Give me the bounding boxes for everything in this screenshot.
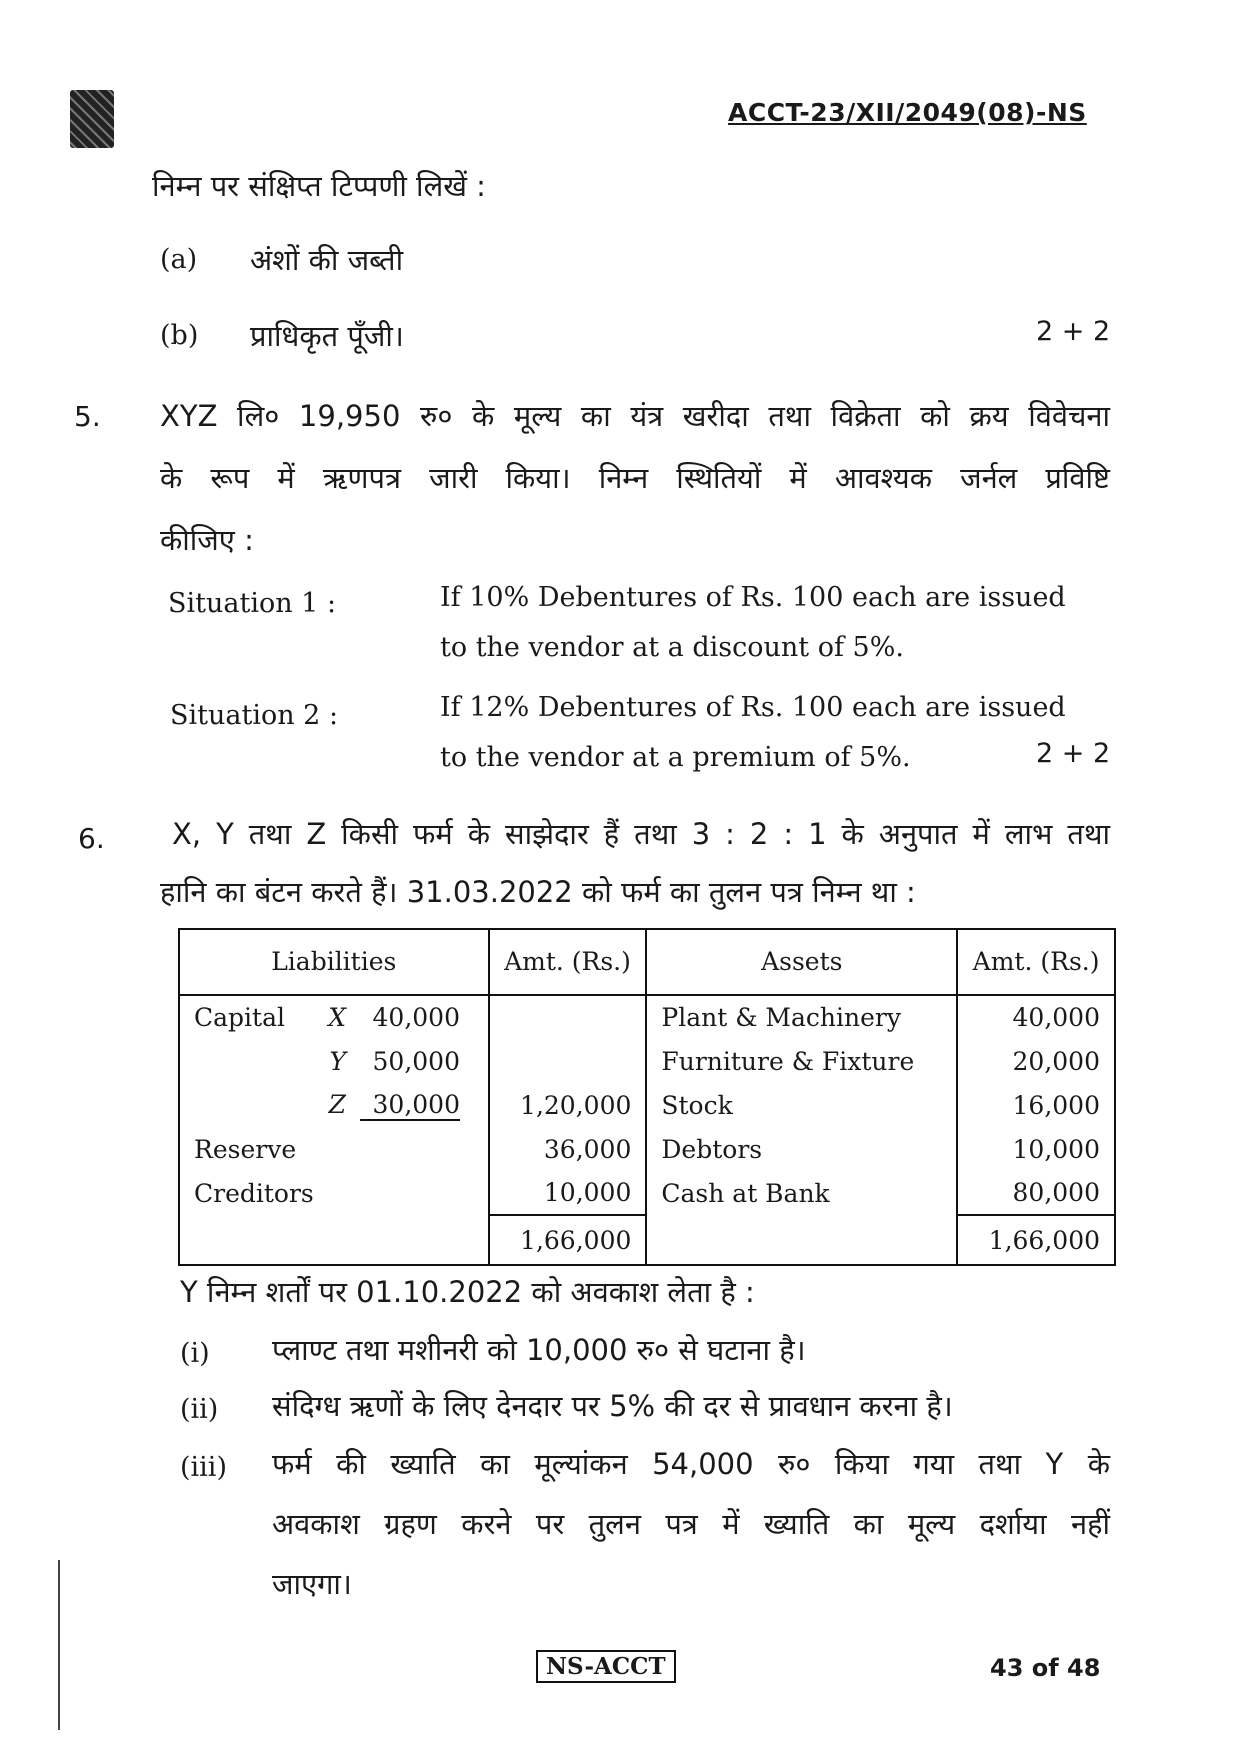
condition-iii-line3: जाएगा। bbox=[272, 1567, 352, 1601]
asset-amount: 40,000 bbox=[957, 995, 1115, 1039]
q4-item-a-label: (a) bbox=[160, 244, 198, 275]
asset-name: Cash at Bank bbox=[646, 1171, 957, 1215]
balance-sheet-table bbox=[178, 928, 1116, 1266]
liability-name: Creditors bbox=[179, 1171, 489, 1215]
q6-number: 6. bbox=[78, 822, 105, 855]
asset-amount: 16,000 bbox=[957, 1083, 1115, 1127]
partner-z-capital: 30,000 bbox=[360, 1090, 460, 1121]
q5-marks: 2 + 2 bbox=[1036, 738, 1111, 769]
table-row bbox=[179, 1127, 1115, 1171]
paper-code: ACCT-23/XII/2049(08)-NS bbox=[728, 98, 1087, 127]
series-code-box: NS-ACCT bbox=[536, 1650, 676, 1683]
table-row bbox=[179, 1039, 1115, 1083]
situation-1-label: Situation 1 : bbox=[168, 588, 337, 619]
header-amt-liabilities: Amt. (Rs.) bbox=[489, 929, 647, 995]
asset-amount: 80,000 bbox=[957, 1171, 1115, 1215]
situation-1-line1: If 10% Debentures of Rs. 100 each are issued bbox=[440, 582, 1066, 613]
liability-amount: 10,000 bbox=[489, 1171, 647, 1215]
condition-iii-line2: अवकाश ग्रहण करने पर तुलन पत्र में ख्याति का मूल्य दर्शाया नहीं bbox=[272, 1507, 1110, 1541]
asset-amount: 20,000 bbox=[957, 1039, 1115, 1083]
q4-item-b-text: प्राधिकृत पूँजी। bbox=[250, 319, 404, 353]
condition-ii-text: संदिग्ध ऋणों के लिए देनदार पर 5% की दर से प्रावधान करना है। bbox=[272, 1389, 953, 1423]
q5-number: 5. bbox=[74, 400, 101, 433]
q5-text-line1: XYZ लि० 19,950 रु० के मूल्य का यंत्र खरीदा तथा विक्रेता को क्रय विवेचना bbox=[160, 399, 1110, 433]
liability-name: Reserve bbox=[179, 1127, 489, 1171]
asset-name: Debtors bbox=[646, 1127, 957, 1171]
partner-y-capital: 50,000 bbox=[372, 1046, 460, 1076]
condition-iii-line1: फर्म की ख्याति का मूल्यांकन 54,000 रु० किया गया तथा Y के bbox=[272, 1447, 1110, 1481]
situation-2-label: Situation 2 : bbox=[170, 700, 339, 731]
page-number: 43 of 48 bbox=[990, 1654, 1101, 1682]
capital-total: 1,20,000 bbox=[489, 1083, 647, 1127]
retire-line: Y निम्न शर्तों पर 01.10.2022 को अवकाश लेता है : bbox=[180, 1275, 755, 1309]
q4-instruction: निम्न पर संक्षिप्त टिप्पणी लिखें : bbox=[152, 169, 486, 203]
header-assets: Assets bbox=[646, 929, 957, 995]
partner-y-name: Y bbox=[329, 1046, 346, 1076]
partner-x-capital: 40,000 bbox=[372, 1003, 460, 1032]
page-edge-line bbox=[58, 1560, 60, 1730]
asset-name: Stock bbox=[646, 1083, 957, 1127]
header-liabilities: Liabilities bbox=[179, 929, 489, 995]
qr-code-icon bbox=[70, 90, 114, 148]
liability-amount: 36,000 bbox=[489, 1127, 647, 1171]
capital-label: Capital bbox=[194, 1003, 285, 1032]
q4-item-b-label: (b) bbox=[160, 320, 199, 351]
table-row-total bbox=[179, 1215, 1115, 1265]
q4-marks: 2 + 2 bbox=[1036, 316, 1111, 347]
situation-1-line2: to the vendor at a discount of 5%. bbox=[440, 632, 904, 663]
q5-text-line3: कीजिए : bbox=[160, 523, 254, 557]
asset-name: Furniture & Fixture bbox=[646, 1039, 957, 1083]
partner-z-name: Z bbox=[328, 1089, 346, 1119]
partner-x-name: X bbox=[328, 1003, 346, 1032]
header-amt-assets: Amt. (Rs.) bbox=[957, 929, 1115, 995]
total-assets: 1,66,000 bbox=[957, 1215, 1115, 1265]
condition-ii-label: (ii) bbox=[180, 1394, 219, 1425]
situation-2-line2: to the vendor at a premium of 5%. bbox=[440, 742, 911, 773]
table-row bbox=[179, 1083, 1115, 1127]
q6-text-line1: X, Y तथा Z किसी फर्म के साझेदार हैं तथा 3 : 2 : 1 के अनुपात में लाभ तथा bbox=[172, 817, 1110, 851]
q4-item-a-text: अंशों की जब्ती bbox=[250, 243, 404, 277]
table-row bbox=[179, 1171, 1115, 1215]
q5-text-line2: के रूप में ऋणपत्र जारी किया। निम्न स्थितियों में आवश्यक जर्नल प्रविष्टि bbox=[160, 461, 1110, 495]
condition-i-label: (i) bbox=[180, 1338, 210, 1369]
total-liabilities: 1,66,000 bbox=[489, 1215, 647, 1265]
asset-amount: 10,000 bbox=[957, 1127, 1115, 1171]
situation-2-line1: If 12% Debentures of Rs. 100 each are issued bbox=[440, 692, 1066, 723]
condition-i-text: प्लाण्ट तथा मशीनरी को 10,000 रु० से घटाना है। bbox=[272, 1333, 806, 1367]
condition-iii-label: (iii) bbox=[180, 1452, 227, 1483]
asset-name: Plant & Machinery bbox=[646, 995, 957, 1039]
q6-text-line2: हानि का बंटन करते हैं। 31.03.2022 को फर्म का तुलन पत्र निम्न था : bbox=[160, 875, 916, 909]
table-row bbox=[179, 995, 1115, 1039]
